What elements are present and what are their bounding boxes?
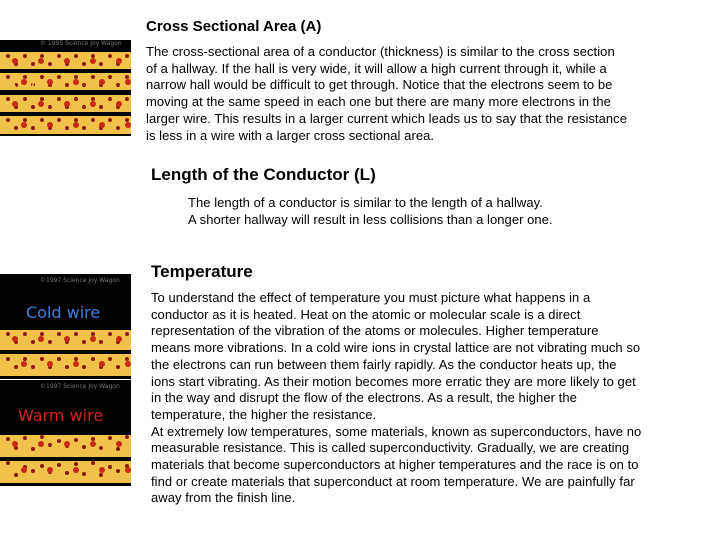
lattice-ion — [91, 357, 95, 361]
warm-wire-label: Warm wire — [18, 406, 104, 425]
paragraph-line: moving at the same speed in each one but there are many more electrons in the — [146, 94, 611, 110]
paragraph-line: means more vibrations. In a cold wire ions in crystal lattice are not vibrating much so — [151, 340, 641, 356]
lattice-ion — [108, 357, 112, 361]
electron — [125, 467, 131, 473]
paragraph-line: To understand the effect of temperature you must picture what happens in a — [151, 290, 591, 305]
paragraph-line: away from the finish line. — [151, 490, 296, 506]
paragraph-line: of a hallway. If the hall is very wide, it will allow a high current through it, while a — [146, 60, 607, 76]
electron — [47, 122, 53, 128]
figure-copyright: ©1997 Science Joy Wagon — [40, 383, 120, 390]
lattice-ion — [23, 332, 27, 336]
lattice-ion — [74, 332, 78, 336]
electron — [73, 122, 79, 128]
paragraph-line: The cross-sectional area of a conductor (thickness) is similar to the cross section — [146, 44, 615, 59]
lattice-ion — [31, 469, 35, 473]
electron — [73, 361, 79, 367]
lattice-ion — [108, 332, 112, 336]
paragraph-line: is less in a wire with a larger cross sectional area. — [146, 127, 435, 143]
electron — [12, 441, 18, 447]
electron — [38, 336, 44, 342]
lattice-ion — [57, 97, 61, 101]
lattice-ion — [82, 62, 86, 66]
paragraph-line: temperature, the higher the resistance. — [151, 406, 377, 422]
electron — [47, 361, 53, 367]
paragraph-line: measurable resistance. This is called superconductivity. Gradually, we are creating — [151, 440, 630, 456]
lattice-ion — [108, 465, 112, 469]
electron — [21, 79, 27, 85]
lattice-ion — [74, 54, 78, 58]
lattice-ion — [125, 435, 129, 439]
cross-section-label: A — [7, 76, 18, 94]
electron — [99, 79, 105, 85]
electron — [64, 336, 70, 342]
lattice-ion — [14, 365, 18, 369]
lattice-ion — [82, 105, 86, 109]
lattice-ion — [57, 118, 61, 122]
lattice-ion — [57, 357, 61, 361]
lattice-ion — [116, 365, 120, 369]
paragraph-line: find or create materials that superconduct at room temperature. We are painfully far — [151, 473, 635, 489]
figure-copyright: ©1997 Science Joy Wagon — [40, 277, 120, 284]
lattice-ion — [125, 54, 129, 58]
cross-section-paragraph — [146, 44, 627, 144]
lattice-ion — [40, 75, 44, 79]
electron — [125, 122, 131, 128]
lattice-ion — [6, 118, 10, 122]
lattice-ion — [65, 83, 69, 87]
lattice-ion — [91, 461, 95, 465]
lattice-ion — [6, 357, 10, 361]
electron — [99, 467, 105, 473]
lattice-ion — [6, 97, 10, 101]
lattice-ion — [57, 75, 61, 79]
electron — [99, 122, 105, 128]
lattice-ion — [31, 365, 35, 369]
lattice-ion — [99, 446, 103, 450]
lattice-ion — [91, 75, 95, 79]
lattice-ion — [57, 332, 61, 336]
warm-wire-illustration — [0, 380, 131, 486]
lattice-ion — [23, 54, 27, 58]
electron — [64, 441, 70, 447]
lattice-ion — [6, 54, 10, 58]
lattice-ion — [108, 97, 112, 101]
lattice-ion — [82, 445, 86, 449]
temperature-heading: Temperature — [151, 262, 253, 281]
electron — [64, 101, 70, 107]
lattice-ion — [74, 97, 78, 101]
lattice-ion — [99, 62, 103, 66]
area-symbol-label: A — [30, 76, 41, 94]
lattice-ion — [108, 118, 112, 122]
electron — [90, 441, 96, 447]
lattice-ion — [125, 97, 129, 101]
lattice-ion — [108, 436, 112, 440]
lattice-ion — [31, 105, 35, 109]
lattice-ion — [40, 357, 44, 361]
lattice-ion — [23, 436, 27, 440]
lattice-ion — [31, 447, 35, 451]
cross-section-illustration — [0, 40, 131, 136]
lattice-ion — [116, 83, 120, 87]
lattice-ion — [82, 126, 86, 130]
lattice-ion — [31, 340, 35, 344]
lattice-ion — [116, 469, 120, 473]
lattice-ion — [40, 435, 44, 439]
electron — [38, 101, 44, 107]
electron — [99, 361, 105, 367]
paragraph-line: ions start vibrating. As their motion becomes more erratic they are more likely to get — [151, 373, 636, 389]
lattice-ion — [40, 464, 44, 468]
lattice-ion — [99, 473, 103, 477]
cold-wire-illustration — [0, 274, 131, 379]
lattice-ion — [6, 461, 10, 465]
lattice-ion — [82, 365, 86, 369]
length-heading: Length of the Conductor (L) — [151, 165, 376, 184]
cold-wire-label: Cold wire — [26, 303, 101, 322]
lattice-ion — [74, 462, 78, 466]
electron — [38, 58, 44, 64]
electron — [21, 467, 27, 473]
lattice-ion — [116, 126, 120, 130]
paragraph-line: the electrons can run between them fairly rapidly. As the conductor heats up, the — [151, 356, 617, 372]
electron — [12, 336, 18, 342]
electron — [116, 336, 122, 342]
paragraph-line: in the way and disrupt the flow of the electrons. As a result, the higher the — [151, 390, 577, 406]
electron — [125, 361, 131, 367]
lattice-ion — [14, 126, 18, 130]
lattice-ion — [65, 365, 69, 369]
lattice-ion — [82, 340, 86, 344]
lattice-ion — [57, 439, 61, 443]
electron — [90, 58, 96, 64]
lattice-ion — [82, 472, 86, 476]
lattice-ion — [57, 54, 61, 58]
lattice-ion — [14, 473, 18, 477]
paragraph-line: At extremely low temperatures, some materials, known as superconductors, have no — [151, 423, 642, 439]
lattice-ion — [48, 62, 52, 66]
paragraph-line: larger wire. This results in a larger current which leads us to say that the resistance — [146, 110, 627, 126]
lattice-ion — [31, 126, 35, 130]
lattice-ion — [91, 118, 95, 122]
length-paragraph — [188, 195, 553, 228]
electron — [116, 441, 122, 447]
electron — [90, 101, 96, 107]
lattice-ion — [74, 438, 78, 442]
electron — [12, 101, 18, 107]
lattice-ion — [40, 118, 44, 122]
electron — [116, 58, 122, 64]
electron — [38, 441, 44, 447]
electron — [116, 101, 122, 107]
cross-section-heading: Cross Sectional Area (A) — [146, 18, 322, 35]
electron — [73, 79, 79, 85]
lattice-ion — [65, 126, 69, 130]
electron — [125, 79, 131, 85]
lattice-ion — [6, 437, 10, 441]
electron — [21, 361, 27, 367]
lattice-ion — [48, 443, 52, 447]
paragraph-line: representation of the vibration of the atoms or molecules. Higher temperature — [151, 323, 599, 339]
lattice-ion — [108, 54, 112, 58]
paragraph-line: narrow hall would be difficult to get through. Notice that the electrons seem to be — [146, 77, 613, 93]
electron — [73, 467, 79, 473]
lattice-ion — [48, 105, 52, 109]
lattice-ion — [99, 105, 103, 109]
lattice-ion — [116, 447, 120, 451]
lattice-ion — [65, 471, 69, 475]
lattice-ion — [23, 97, 27, 101]
temperature-paragraph — [151, 290, 641, 507]
lattice-ion — [99, 340, 103, 344]
electron — [90, 336, 96, 342]
lattice-ion — [48, 340, 52, 344]
electron — [12, 58, 18, 64]
electron — [47, 79, 53, 85]
lattice-ion — [57, 463, 61, 467]
lattice-ion — [82, 83, 86, 87]
electron — [64, 58, 70, 64]
lattice-ion — [6, 332, 10, 336]
paragraph-line: The length of a conductor is similar to the length of a hallway. — [188, 195, 543, 210]
lattice-ion — [108, 75, 112, 79]
electron — [47, 467, 53, 473]
paragraph-line: A shorter hallway will result in less collisions than a longer one. — [188, 211, 553, 227]
lattice-ion — [31, 62, 35, 66]
paragraph-line: materials that become superconductors at higher temperatures and the race is on to — [151, 457, 639, 473]
figure-copyright: © 1995 Science Joy Wagon — [40, 40, 122, 47]
electron — [21, 122, 27, 128]
lattice-ion — [125, 332, 129, 336]
paragraph-line: conductor as it is heated. Heat on the atomic or molecular scale is a direct — [151, 306, 581, 322]
